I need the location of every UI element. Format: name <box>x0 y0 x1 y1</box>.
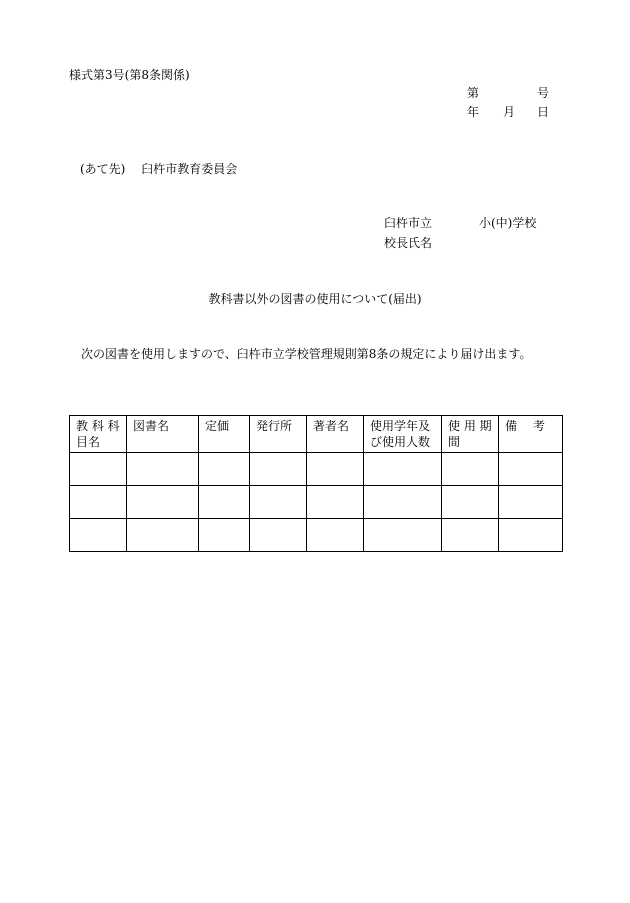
table-header-cell <box>442 416 499 453</box>
table-header-row <box>70 416 563 453</box>
principal-name-label: 校長氏名 <box>384 236 433 250</box>
header-line-1: 備 考 <box>505 419 545 433</box>
header-line-1: 発行所 <box>256 419 293 433</box>
header-line-1: 図書名 <box>133 419 170 433</box>
table-cell[interactable] <box>199 519 250 552</box>
number-prefix: 第 <box>467 86 480 100</box>
table-cell[interactable] <box>307 486 364 519</box>
table-cell[interactable] <box>364 486 442 519</box>
table-cell[interactable] <box>307 453 364 486</box>
sender-city: 臼杵市立 <box>384 216 433 230</box>
addressee-name: 臼杵市教育委員会 <box>141 162 238 176</box>
table-header-cell <box>250 416 307 453</box>
table-cell[interactable] <box>70 486 127 519</box>
table-cell[interactable] <box>127 486 199 519</box>
table-cell[interactable] <box>250 486 307 519</box>
table-row <box>70 453 563 486</box>
table-row <box>70 486 563 519</box>
table-cell[interactable] <box>307 519 364 552</box>
header-line-1: 使 用 期 <box>448 419 492 433</box>
addressee <box>80 160 237 177</box>
book-usage-table <box>69 415 563 552</box>
document-title: 教科書以外の図書の使用について(届出) <box>208 292 422 306</box>
table-cell[interactable] <box>199 453 250 486</box>
table-cell[interactable] <box>364 453 442 486</box>
number-suffix: 号 <box>536 86 549 100</box>
table-cell[interactable] <box>499 486 563 519</box>
table-cell[interactable] <box>442 486 499 519</box>
table-cell[interactable] <box>442 519 499 552</box>
date-year: 年 <box>467 105 480 119</box>
table-header-cell <box>70 416 127 453</box>
table-cell[interactable] <box>442 453 499 486</box>
header-line-1: 定価 <box>205 419 230 433</box>
table-cell[interactable] <box>364 519 442 552</box>
addressee-label: (あて先) <box>80 162 126 176</box>
table-cell[interactable] <box>127 519 199 552</box>
table-cell[interactable] <box>70 519 127 552</box>
table-cell[interactable] <box>499 519 563 552</box>
date-day: 日 <box>536 105 549 119</box>
table-header-cell <box>199 416 250 453</box>
table-cell[interactable] <box>499 453 563 486</box>
table-cell[interactable] <box>70 453 127 486</box>
date-month: 月 <box>503 105 516 119</box>
header-line-1: 教 科 科 <box>76 419 120 433</box>
table-header-cell <box>307 416 364 453</box>
header-line-1: 著者名 <box>313 419 350 433</box>
header-line-2: 間 <box>448 435 461 449</box>
table-cell[interactable] <box>250 453 307 486</box>
table-row <box>70 519 563 552</box>
header-line-2: 目名 <box>76 435 101 449</box>
table-header-cell <box>499 416 563 453</box>
table-header-cell <box>127 416 199 453</box>
table-cell[interactable] <box>199 486 250 519</box>
header-line-1: 使用学年及 <box>370 419 431 433</box>
sender-school: 小(中)学校 <box>479 216 537 230</box>
header-line-2: び使用人数 <box>370 435 431 449</box>
table-cell[interactable] <box>127 453 199 486</box>
table-cell[interactable] <box>250 519 307 552</box>
form-number: 様式第3号(第8条関係) <box>69 68 190 82</box>
body-text: 次の図書を使用しますので、臼杵市立学校管理規則第8条の規定により届け出ます。 <box>81 347 532 361</box>
table-header-cell <box>364 416 442 453</box>
